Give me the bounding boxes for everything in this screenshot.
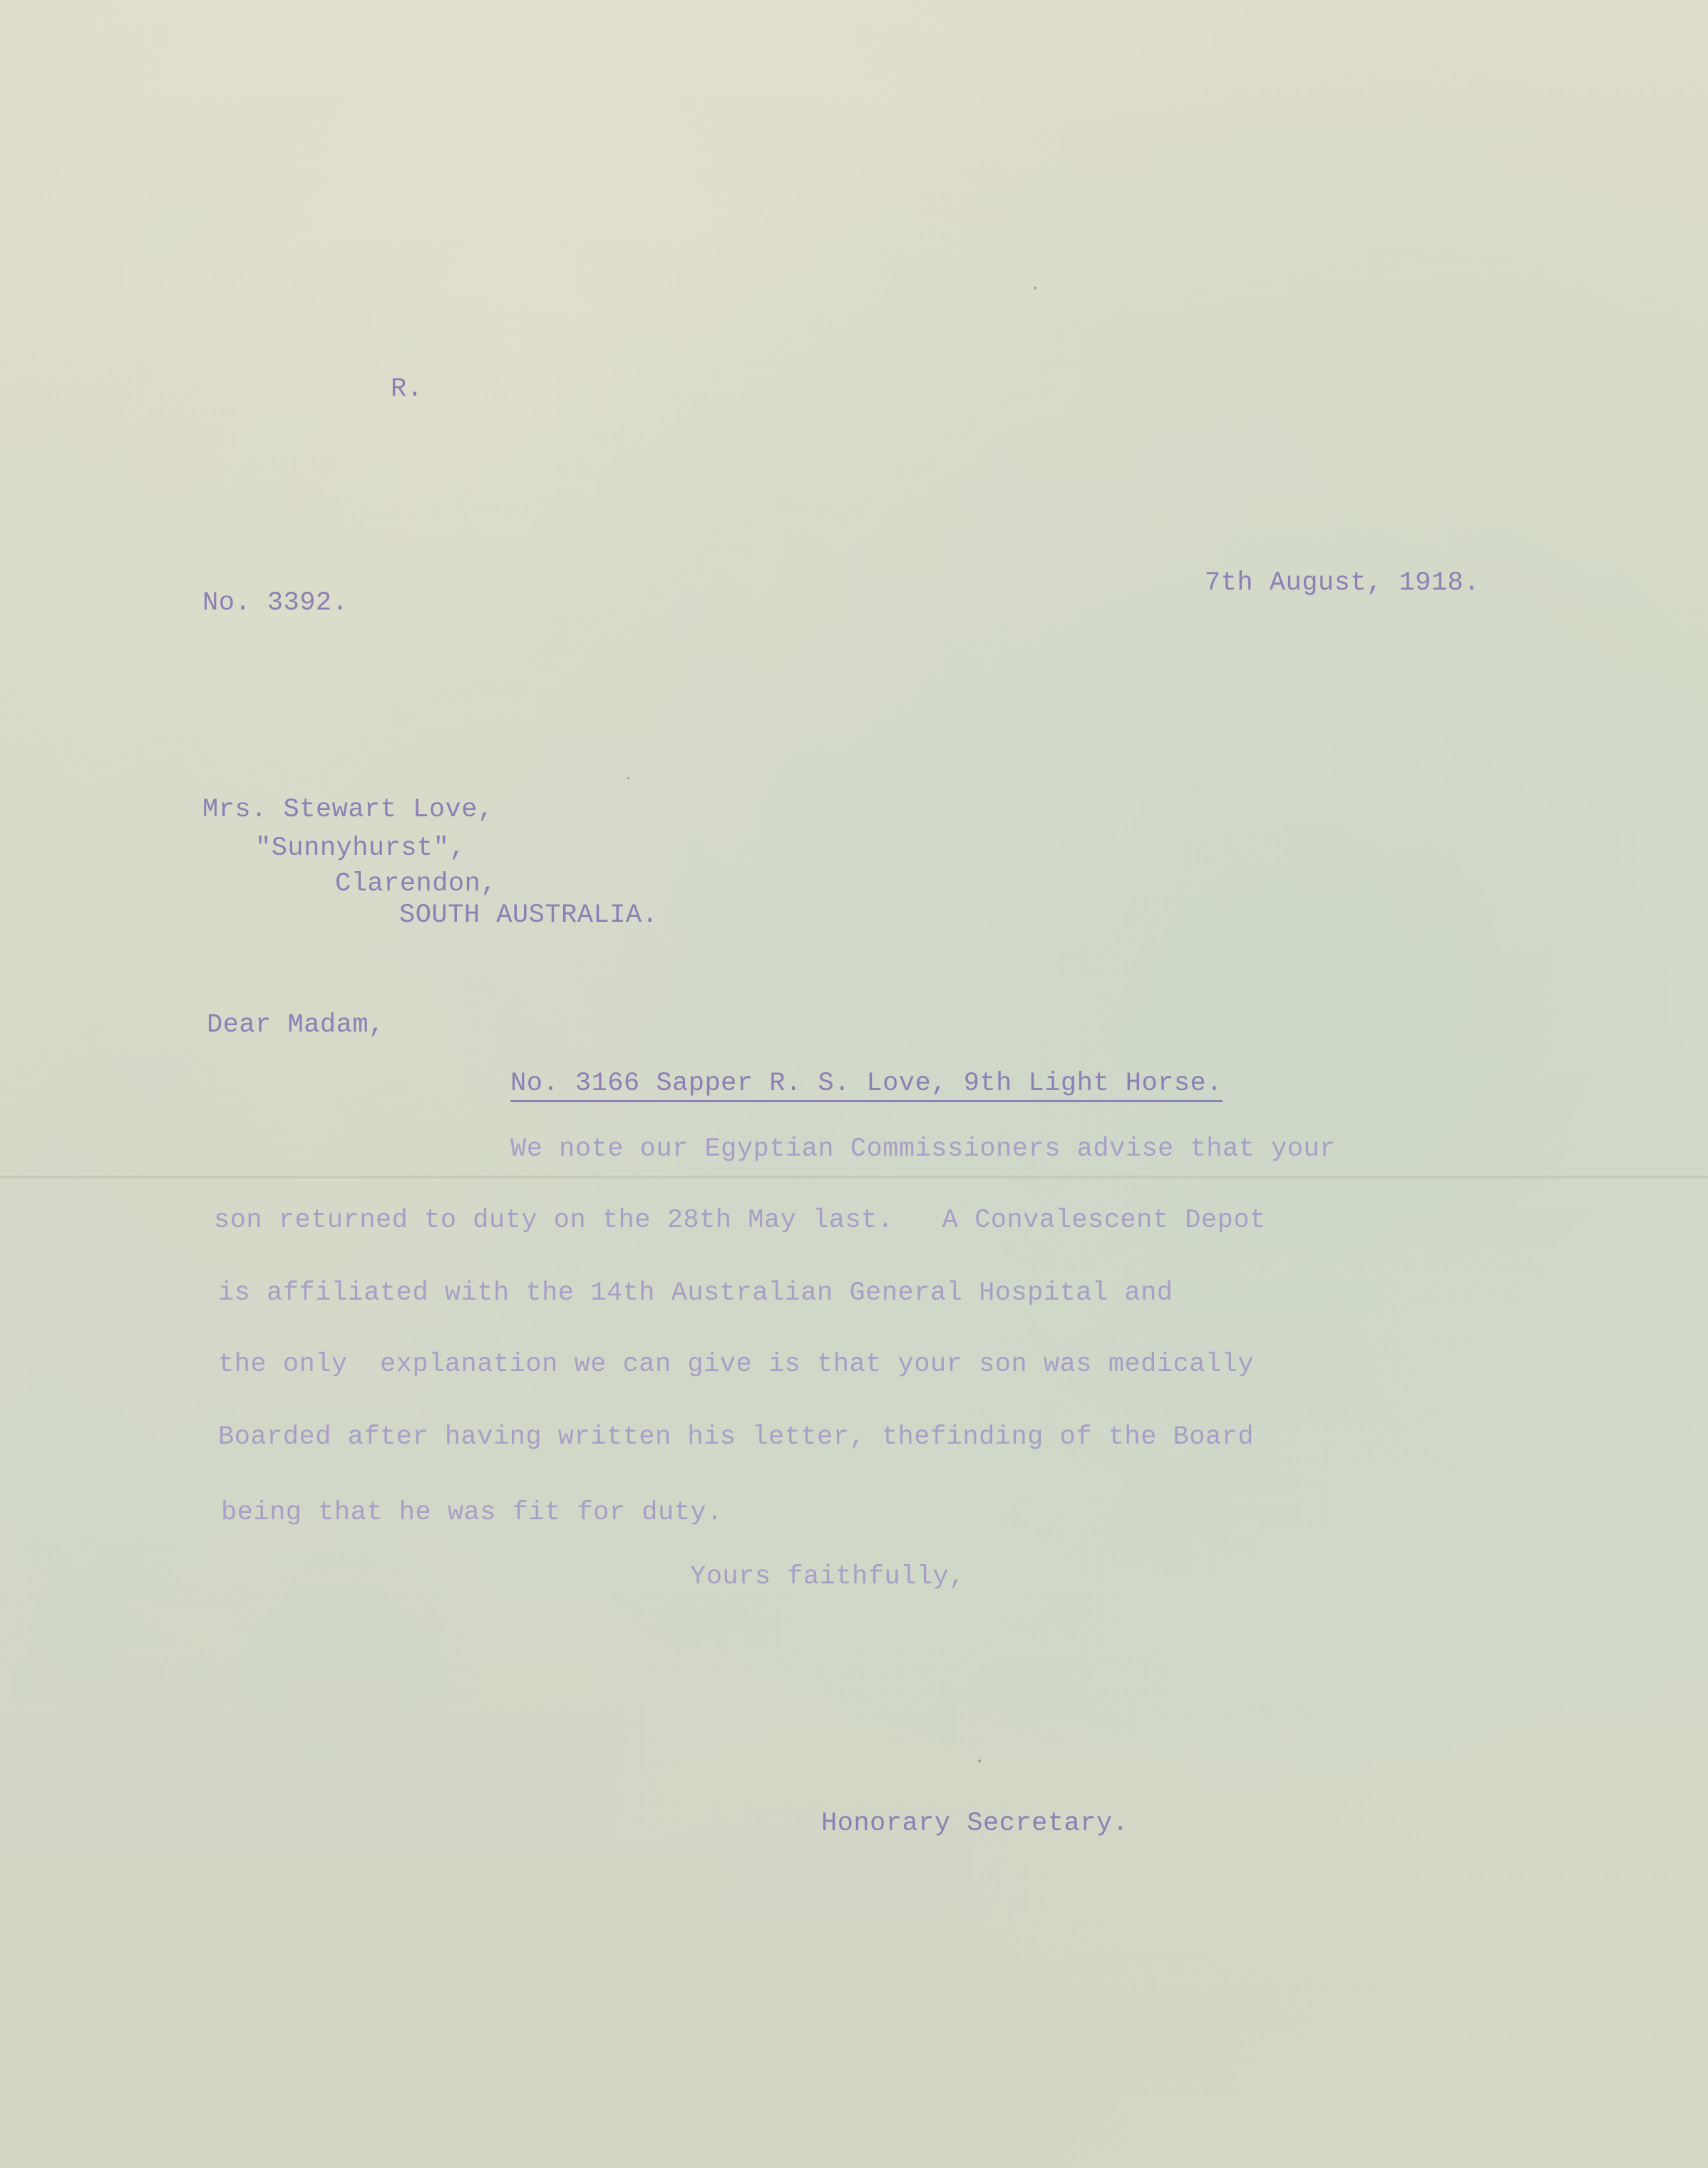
paper-speck: [627, 777, 629, 779]
salutation: Dear Madam,: [207, 1010, 385, 1040]
paper-speck: [978, 1759, 981, 1762]
address-line-3: Clarendon,: [335, 869, 498, 899]
letter-date: 7th August, 1918.: [1205, 568, 1480, 598]
body-line-3: is affiliated with the 14th Australian General Hospital and: [218, 1278, 1173, 1308]
file-mark: R.: [391, 374, 423, 404]
paper-speck: [1034, 287, 1036, 289]
body-line-4: the only explanation we can give is that your son was medically: [218, 1350, 1255, 1380]
paper-fold-line: [0, 1175, 1708, 1179]
reference-number: No. 3392.: [202, 588, 349, 618]
body-line-6: being that he was fit for duty.: [221, 1498, 723, 1528]
address-line-1: Mrs. Stewart Love,: [202, 795, 494, 825]
signatory-title: Honorary Secretary.: [821, 1809, 1129, 1839]
closing: Yours faithfully,: [690, 1562, 965, 1592]
address-line-2: "Sunnyhurst",: [255, 833, 466, 863]
body-line-2: son returned to duty on the 28th May last. A Convalescent Depot: [214, 1206, 1266, 1235]
subject-line: No. 3166 Sapper R. S. Love, 9th Light Horse.: [510, 1071, 1223, 1102]
address-line-4: SOUTH AUSTRALIA.: [399, 900, 659, 930]
body-line-5: Boarded after having written his letter, thefinding of the Board: [218, 1422, 1255, 1452]
body-line-1: We note our Egyptian Commissioners advise that your: [510, 1134, 1336, 1164]
